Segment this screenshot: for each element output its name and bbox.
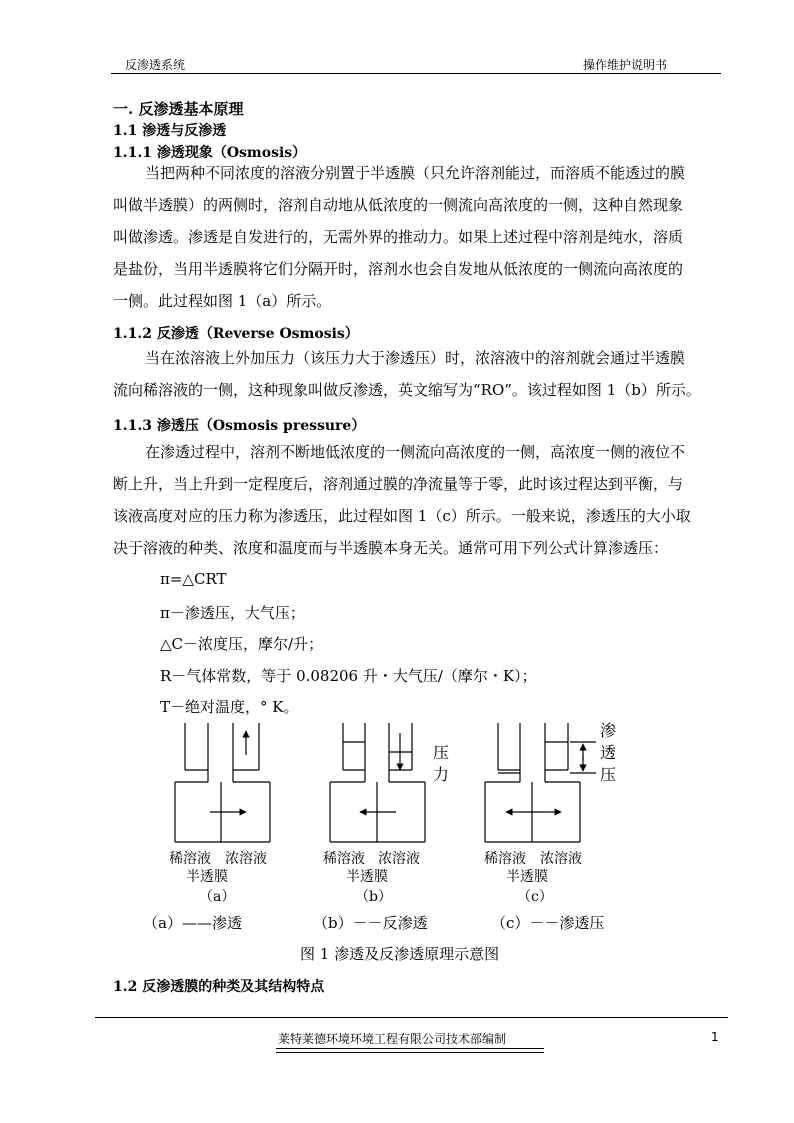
paragraph-line: 断上升，当上升到一定程度后，溶剂通过膜的净流量等于零，此时该过程达到平衡，与 (113, 475, 684, 493)
membrane-label-a: 半透膜 (186, 869, 228, 885)
paragraph-line: 叫做渗透。渗透是自发进行的，无需外界的推动力。如果上述过程中溶剂是纯水，溶质 (113, 228, 684, 246)
pressure-label-2: 力 (433, 765, 450, 784)
section-1-1-2-title: 1.1.2 反渗透（Reverse Osmosis） (113, 326, 359, 342)
formula-line: R－气体常数，等于 0.08206 升・大气压/（摩尔・K）； (160, 667, 537, 685)
formula-line: △C－浓度压，摩尔/升； (160, 635, 324, 653)
paragraph-line: 流向稀溶液的一侧，这种现象叫做反渗透，英文缩写为“RO”。该过程如图 1（b）所示。 (113, 381, 701, 399)
footer-underline-2 (276, 1052, 544, 1053)
pressure-label-1: 压 (433, 743, 450, 762)
section-1-1-3-title: 1.1.3 渗透压（Osmosis pressure） (113, 418, 366, 434)
panel-a-vessel (175, 723, 270, 842)
paragraph-line: 是盐份，当用半透膜将它们分隔开时，溶剂水也会自发地从低浓度的一侧流向高浓度的 (113, 260, 684, 278)
paragraph-line: 在渗透过程中，溶剂不断地低浓度的一侧流向高浓度的一侧，高浓度一侧的液位不 (145, 443, 686, 461)
paragraph-line: 当把两种不同浓度的溶液分别置于半透膜（只允许溶剂能过，而溶质不能透过的膜 (145, 164, 686, 182)
formula-line: π－渗透压，大气压； (160, 604, 305, 622)
panel-tag-c: （c） (517, 889, 553, 905)
section-1-1-1-title: 1.1.1 渗透现象（Osmosis） (113, 145, 307, 161)
panel-tag-b: （b） (355, 889, 392, 905)
panel-caption-c: （c）－－渗透压 (491, 914, 605, 932)
paragraph-line: 一侧。此过程如图 1（a）所示。 (113, 292, 332, 310)
footer-underline (276, 1048, 544, 1049)
membrane-label-b: 半透膜 (346, 869, 388, 885)
paragraph-line: 叫做半透膜）的两侧时，溶剂自动地从低浓度的一侧流向高浓度的一侧，这种自然现象 (113, 196, 684, 214)
panel-caption-b: （b）－－反渗透 (313, 914, 428, 932)
dilute-label-a: 稀溶液 (169, 851, 211, 867)
footer-page-number: 1 (711, 1030, 719, 1044)
header-right: 操作维护说明书 (583, 58, 668, 72)
header-left: 反渗透系统 (125, 58, 186, 72)
footer-divider (95, 1017, 728, 1018)
figure-caption: 图 1 渗透及反渗透原理示意图 (300, 945, 500, 963)
osmotic-label-2: 透 (600, 743, 617, 762)
conc-label-a: 浓溶液 (225, 851, 267, 867)
section-1-1-title: 1.1 渗透与反渗透 (113, 123, 227, 139)
paragraph-line: 当在浓溶液上外加压力（该压力大于渗透压）时，浓溶液中的溶剂就会通过半透膜 (145, 349, 686, 367)
footer-company: 莱特莱德环境环境工程有限公司技术部编制 (278, 1032, 507, 1046)
osmotic-label-1: 渗 (600, 721, 617, 740)
panel-c-vessel (485, 723, 596, 842)
panel-tag-a: （a） (199, 889, 236, 905)
section-1-title: 一. 反渗透基本原理 (113, 100, 244, 118)
paragraph-line: 该液高度对应的压力称为渗透压，此过程如图 1（c）所示。一般来说，渗透压的大小取 (113, 507, 691, 525)
panel-b-vessel (330, 723, 425, 842)
dilute-label-b: 稀溶液 (323, 851, 365, 867)
conc-label-c: 浓溶液 (540, 851, 582, 867)
dilute-label-c: 稀溶液 (484, 851, 526, 867)
conc-label-b: 浓溶液 (378, 851, 420, 867)
section-1-2-title: 1.2 反渗透膜的种类及其结构特点 (113, 979, 325, 995)
osmotic-label-3: 压 (600, 765, 617, 784)
paragraph-line: 决于溶液的种类、浓度和温度而与半透膜本身无关。通常可用下列公式计算渗透压： (113, 539, 669, 557)
formula-line: π=△CRT (160, 570, 227, 588)
formula-line: T－绝对温度，° K。 (160, 698, 299, 716)
membrane-label-c: 半透膜 (506, 869, 548, 885)
panel-caption-a: （a）——渗透 (143, 914, 242, 932)
